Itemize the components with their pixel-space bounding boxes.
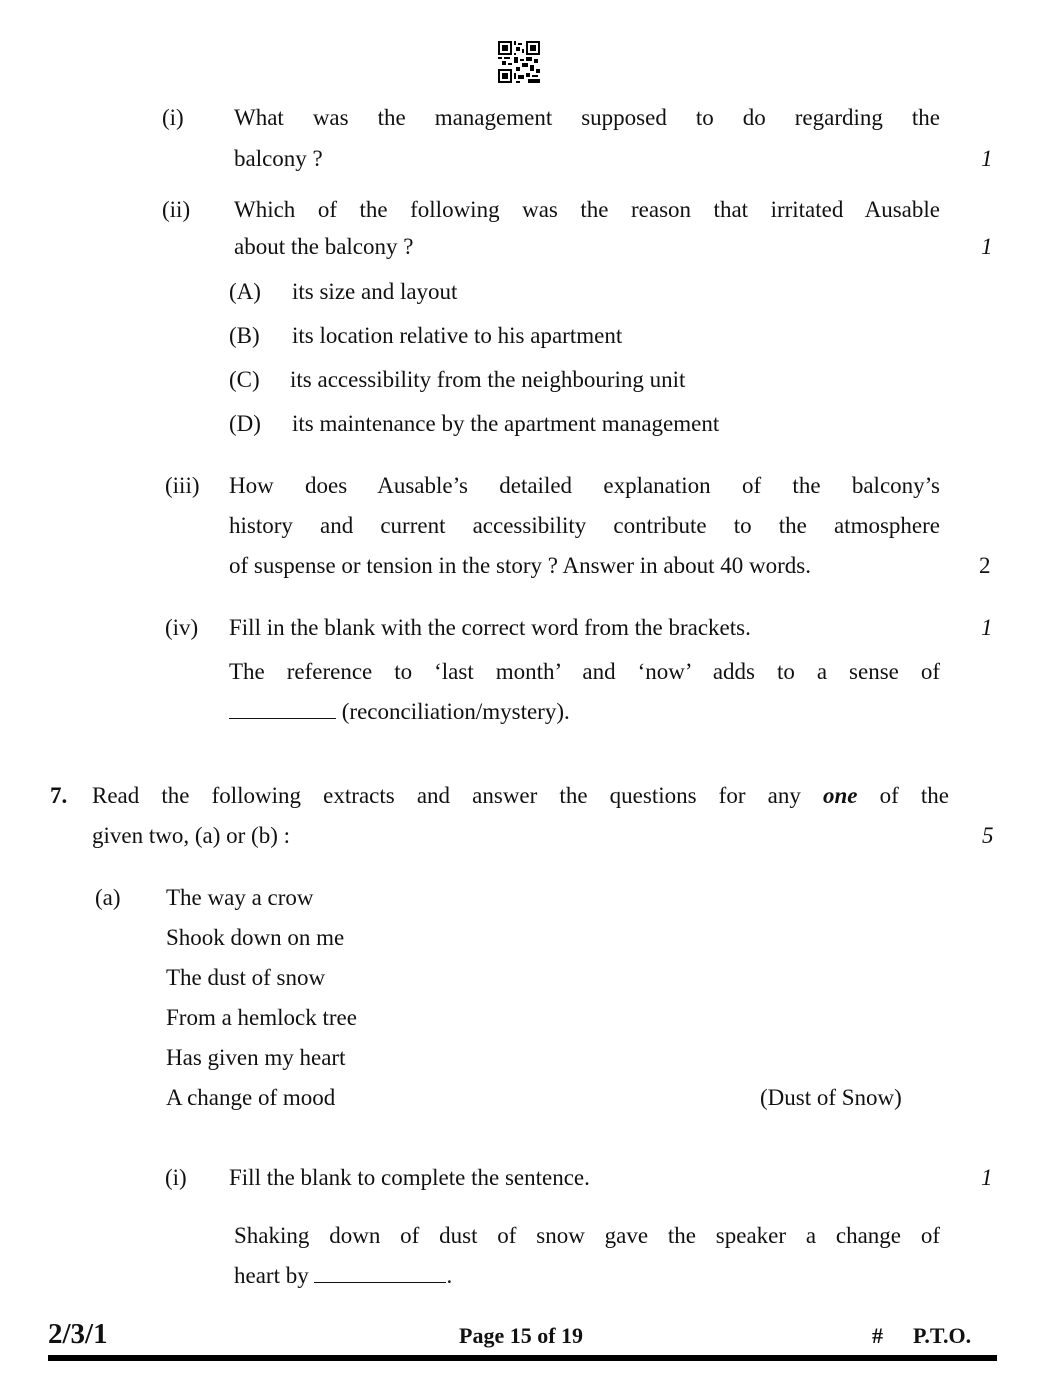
footer-rule (48, 1355, 997, 1361)
marks: 2 (979, 553, 991, 578)
text-segment: heart by (234, 1263, 315, 1288)
poem-line: From a hemlock tree (166, 1005, 357, 1030)
page-number: Page 15 of 19 (459, 1323, 584, 1348)
question-text-line: The reference to ‘last month’ and ‘now’ adds to a sense of (229, 659, 940, 684)
poem-line: Shook down on me (166, 925, 345, 950)
marks: 1 (981, 234, 993, 259)
option-label: (A) (229, 279, 261, 304)
poem-line: A change of mood (166, 1085, 336, 1110)
marks: 1 (981, 1165, 993, 1190)
part-label: (iii) (165, 473, 200, 498)
option-text: its maintenance by the apartment management (292, 411, 720, 436)
question-text-line: Fill in the blank with the correct word from the brackets. (229, 615, 751, 640)
part-label: (a) (95, 885, 121, 910)
text-segment: Read the following extracts and answer the questions for any (92, 783, 823, 808)
question-text-line: Which of the following was the reason that irritated Ausable (234, 197, 940, 222)
paper-code: 2/3/1 (48, 1318, 108, 1350)
question-text-line: Shaking down of dust of snow gave the speaker a change of (234, 1223, 940, 1248)
poem-line: The way a crow (166, 885, 314, 910)
question-text-line: history and current accessibility contribute to the atmosphere (229, 513, 940, 538)
question-text-line: balcony ? (234, 146, 323, 171)
option-text: its accessibility from the neighbouring unit (290, 367, 686, 392)
part-label: (iv) (165, 615, 199, 640)
part-label: (ii) (162, 197, 191, 222)
option-label: (D) (229, 411, 261, 436)
part-label: (i) (162, 105, 184, 130)
marks: 1 (981, 146, 993, 171)
hash-mark: # (872, 1323, 883, 1348)
option-label: (C) (229, 367, 260, 392)
question-text-line: of suspense or tension in the story ? Answer in about 40 words. (229, 553, 811, 578)
question-text-line: How does Ausable’s detailed explanation of the balcony’s (229, 473, 940, 498)
poem-line: Has given my heart (166, 1045, 346, 1070)
question-text-line: What was the management supposed to do regarding the (234, 105, 940, 130)
question-text-line: Fill the blank to complete the sentence. (229, 1165, 590, 1190)
question-text-line (92, 782, 949, 810)
text-segment: of the (857, 783, 949, 808)
answer-blank[interactable] (229, 698, 336, 719)
poem-source: (Dust of Snow) (760, 1085, 902, 1110)
option-text: its size and layout (292, 279, 458, 304)
fill-blank-line (229, 698, 570, 726)
bracket-options: (reconciliation/mystery). (336, 699, 570, 724)
answer-blank[interactable] (314, 1262, 446, 1283)
question-number: 7. (50, 783, 68, 808)
text-segment: . (446, 1263, 453, 1288)
poem-line: The dust of snow (166, 965, 326, 990)
pto-label: P.T.O. (913, 1323, 972, 1348)
marks: 5 (982, 823, 994, 848)
marks: 1 (981, 615, 993, 640)
question-text-line: given two, (a) or (b) : (92, 823, 290, 848)
fill-blank-line (234, 1262, 452, 1290)
part-label: (i) (165, 1165, 187, 1190)
option-label: (B) (229, 323, 260, 348)
emphasis-text: one (822, 783, 858, 808)
qr-code-icon (498, 41, 540, 83)
question-text-line: about the balcony ? (234, 234, 414, 259)
option-text: its location relative to his apartment (292, 323, 623, 348)
